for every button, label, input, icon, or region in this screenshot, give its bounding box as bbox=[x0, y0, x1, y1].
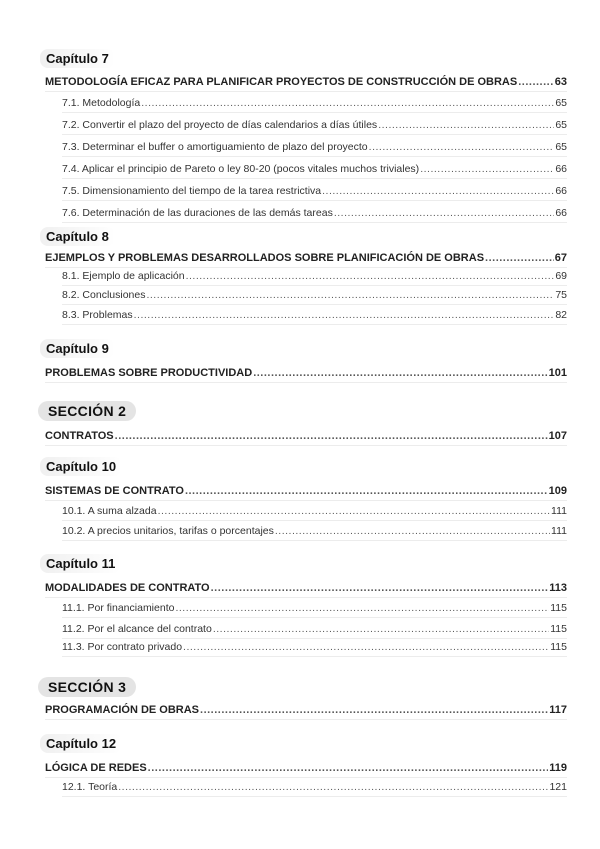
dot-leader bbox=[175, 599, 549, 617]
chapter-heading: Capítulo 10 bbox=[40, 457, 122, 476]
dot-leader bbox=[118, 778, 548, 796]
dot-leader bbox=[185, 482, 548, 500]
toc-entry-sub[interactable] bbox=[62, 138, 567, 157]
entry-title: 11.1. Por financiamiento bbox=[62, 602, 175, 614]
page-number: 121 bbox=[549, 781, 567, 793]
entry-title: 7.3. Determinar el buffer o amortiguamiento de plazo del proyecto bbox=[62, 141, 368, 153]
dot-leader bbox=[134, 306, 555, 324]
toc-entry-sub[interactable] bbox=[62, 267, 567, 286]
toc-entry-main[interactable] bbox=[45, 364, 567, 383]
entry-title: 8.3. Problemas bbox=[62, 309, 133, 321]
dot-leader bbox=[115, 427, 548, 445]
entry-title: SISTEMAS DE CONTRATO bbox=[45, 485, 184, 497]
dot-leader bbox=[518, 73, 554, 91]
dot-leader bbox=[148, 759, 549, 777]
entry-title: 10.2. A precios unitarios, tarifas o porcentajes bbox=[62, 525, 274, 537]
dot-leader bbox=[183, 638, 549, 656]
entry-title: 11.2. Por el alcance del contrato bbox=[62, 623, 212, 635]
dot-leader bbox=[200, 701, 548, 719]
dot-leader bbox=[334, 204, 554, 222]
page-number: 117 bbox=[549, 704, 567, 716]
section-heading: SECCIÓN 2 bbox=[38, 401, 136, 421]
toc-entry-sub[interactable] bbox=[62, 502, 567, 521]
page-number: 107 bbox=[548, 430, 567, 442]
page-number: 66 bbox=[555, 207, 567, 219]
toc-entry-sub[interactable] bbox=[62, 620, 567, 639]
toc-entry-main[interactable] bbox=[45, 249, 567, 268]
chapter-heading: Capítulo 9 bbox=[40, 339, 115, 358]
dot-leader bbox=[369, 138, 555, 156]
toc-entry-sub[interactable] bbox=[62, 522, 567, 541]
dot-leader bbox=[378, 116, 554, 134]
toc-entry-main[interactable] bbox=[45, 482, 567, 501]
chapter-heading: Capítulo 8 bbox=[40, 227, 115, 246]
dot-leader bbox=[420, 160, 554, 178]
chapter-heading: Capítulo 7 bbox=[40, 49, 115, 68]
page-number: 65 bbox=[555, 97, 567, 109]
toc-entry-main[interactable] bbox=[45, 759, 567, 778]
entry-title: MODALIDADES DE CONTRATO bbox=[45, 582, 210, 594]
page-number: 82 bbox=[555, 309, 567, 321]
toc-entry-sub[interactable] bbox=[62, 778, 567, 797]
chapter-heading: Capítulo 11 bbox=[40, 554, 121, 573]
page-number: 109 bbox=[548, 485, 567, 497]
dot-leader bbox=[158, 502, 550, 520]
page-number: 69 bbox=[555, 270, 567, 282]
page-number: 66 bbox=[555, 185, 567, 197]
page-number: 63 bbox=[554, 76, 567, 88]
entry-title: CONTRATOS bbox=[45, 430, 114, 442]
page-number: 115 bbox=[550, 641, 567, 653]
entry-title: 7.2. Convertir el plazo del proyecto de días calendarios a días útiles bbox=[62, 119, 378, 131]
toc-entry-sub[interactable] bbox=[62, 116, 567, 135]
toc-entry-sub[interactable] bbox=[62, 638, 567, 657]
entry-title: 7.1. Metodología bbox=[62, 97, 141, 109]
dot-leader bbox=[275, 522, 550, 540]
entry-title: PROBLEMAS SOBRE PRODUCTIVIDAD bbox=[45, 367, 253, 379]
dot-leader bbox=[485, 249, 554, 267]
page-number: 75 bbox=[555, 289, 567, 301]
dot-leader bbox=[141, 94, 554, 112]
dot-leader bbox=[211, 579, 549, 597]
page-number: 111 bbox=[551, 505, 567, 517]
dot-leader bbox=[253, 364, 547, 382]
toc-entry-sub[interactable] bbox=[62, 182, 567, 201]
toc-entry-sub[interactable] bbox=[62, 94, 567, 113]
dot-leader bbox=[146, 286, 554, 304]
entry-title: EJEMPLOS Y PROBLEMAS DESARROLLADOS SOBRE PLANIFICACIÓN DE OBRAS bbox=[45, 252, 485, 264]
entry-title: 7.6. Determinación de las duraciones de las demás tareas bbox=[62, 207, 333, 219]
page-number: 115 bbox=[550, 623, 567, 635]
entry-title: 8.2. Conclusiones bbox=[62, 289, 146, 301]
page-number: 119 bbox=[549, 762, 567, 774]
entry-title: 11.3. Por contrato privado bbox=[62, 641, 183, 653]
entry-title: 7.4. Aplicar el principio de Pareto o ley 80-20 (pocos vitales muchos triviales) bbox=[62, 163, 420, 175]
toc-entry-main[interactable] bbox=[45, 579, 567, 598]
dot-leader bbox=[186, 267, 555, 285]
page-number: 115 bbox=[550, 602, 567, 614]
entry-title: METODOLOGÍA EFICAZ PARA PLANIFICAR PROYECTOS DE CONSTRUCCIÓN DE OBRAS bbox=[45, 76, 518, 88]
entry-title: LÓGICA DE REDES bbox=[45, 762, 147, 774]
toc-entry-main[interactable] bbox=[45, 73, 567, 92]
page-number: 65 bbox=[555, 119, 567, 131]
page-number: 67 bbox=[554, 252, 567, 264]
page-number: 111 bbox=[551, 525, 567, 537]
section-heading: SECCIÓN 3 bbox=[38, 677, 136, 697]
toc-entry-sub[interactable] bbox=[62, 160, 567, 179]
toc-entry-sub[interactable] bbox=[62, 286, 567, 305]
toc-entry-main[interactable] bbox=[45, 701, 567, 720]
page-number: 65 bbox=[555, 141, 567, 153]
dot-leader bbox=[322, 182, 554, 200]
entry-title: PROGRAMACIÓN DE OBRAS bbox=[45, 704, 200, 716]
dot-leader bbox=[213, 620, 549, 638]
entry-title: 8.1. Ejemplo de aplicación bbox=[62, 270, 185, 282]
toc-entry-main[interactable] bbox=[45, 427, 567, 446]
toc-entry-sub[interactable] bbox=[62, 306, 567, 325]
toc-entry-sub[interactable] bbox=[62, 599, 567, 618]
toc-entry-sub[interactable] bbox=[62, 204, 567, 223]
page-number: 113 bbox=[549, 582, 567, 594]
entry-title: 12.1. Teoría bbox=[62, 781, 118, 793]
chapter-heading: Capítulo 12 bbox=[40, 734, 122, 753]
entry-title: 10.1. A suma alzada bbox=[62, 505, 157, 517]
page-number: 101 bbox=[548, 367, 567, 379]
entry-title: 7.5. Dimensionamiento del tiempo de la tarea restrictiva bbox=[62, 185, 322, 197]
page-number: 66 bbox=[555, 163, 567, 175]
